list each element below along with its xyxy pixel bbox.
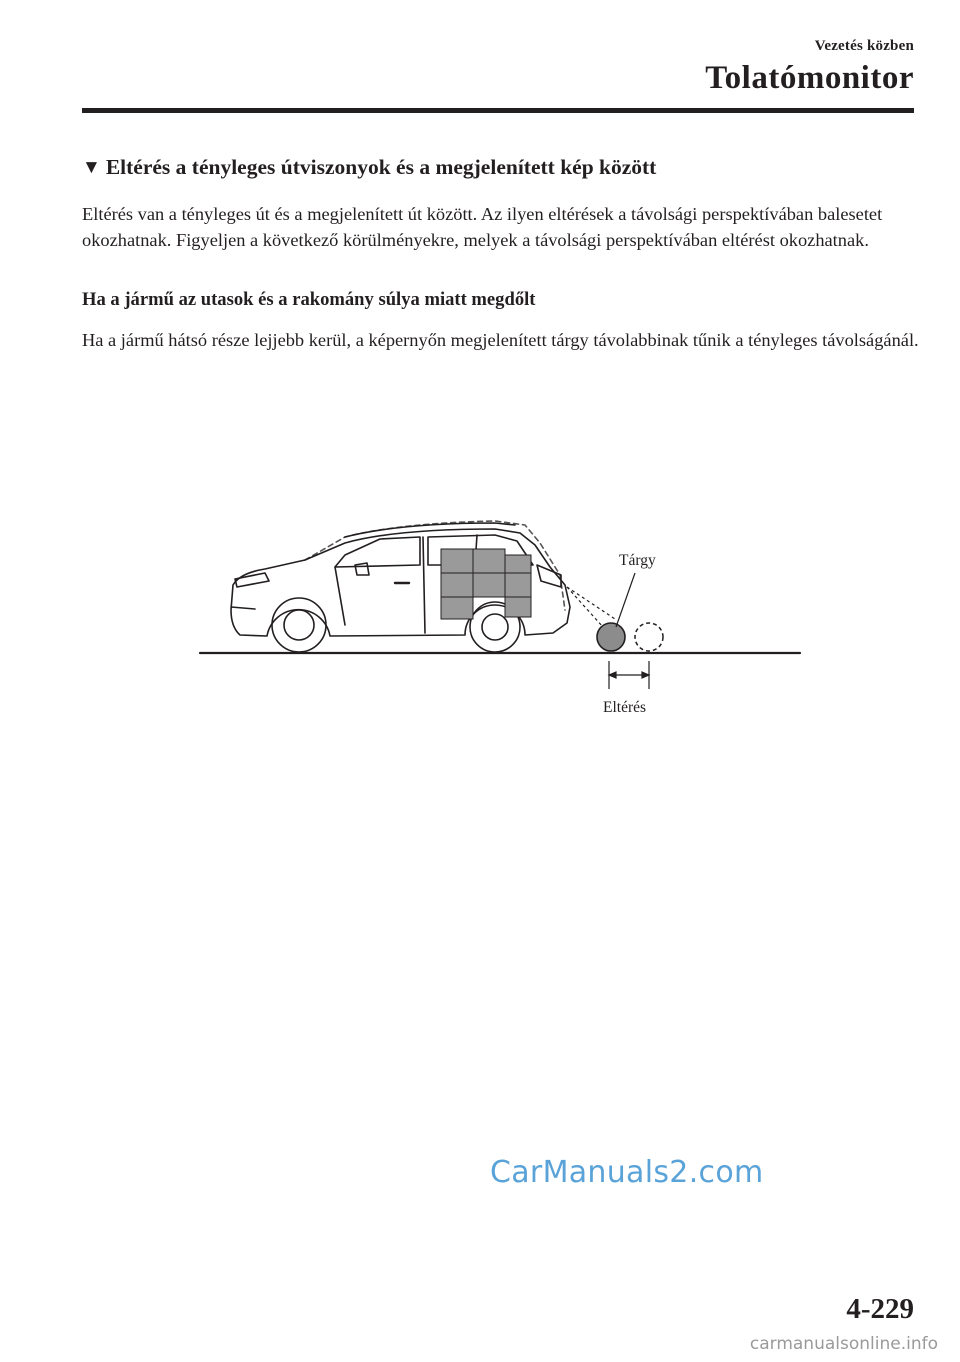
actual-object [597, 623, 625, 651]
triangle-marker-icon: ▼ [82, 157, 101, 178]
displayed-object [635, 623, 663, 651]
difference-label: Eltérés [603, 699, 647, 716]
object-leader-line [616, 573, 635, 627]
footer-url[interactable]: carmanualsonline.info [749, 1334, 938, 1354]
watermark-logo: CarManuals2.com [490, 1155, 764, 1190]
cargo-load [441, 549, 531, 619]
front-wheel [272, 598, 326, 652]
chapter-label: Vezetés közben [814, 38, 914, 54]
heading-text: Eltérés a tényleges útviszonyok és a megjelenített kép között [105, 155, 657, 179]
intro-paragraph: Eltérés van a tényleges út és a megjelenített út között. Az ilyen eltérések a távolsági perspektívában balesetet okozhatnak. Figyeljen a következő körülményekre, melyek a távolsági perspektívában eltérést okozhatnak. [82, 204, 883, 250]
camera-view-cone [567, 587, 615, 627]
object-label: Tárgy [619, 552, 656, 569]
section-heading [82, 155, 656, 180]
subheading: Ha a jármű az utasok és a rakomány súlya miatt megdőlt [82, 289, 536, 310]
page-number: 4-229 [846, 1293, 914, 1325]
car-tilt-illustration [195, 515, 805, 730]
header-rule [82, 108, 914, 113]
explanation-paragraph: Ha a jármű hátsó része lejjebb kerül, a képernyőn megjelenített tárgy távolabbinak tűnik a tényleges távolságánál. [82, 330, 919, 350]
section-title: Tolatómonitor [705, 60, 914, 96]
